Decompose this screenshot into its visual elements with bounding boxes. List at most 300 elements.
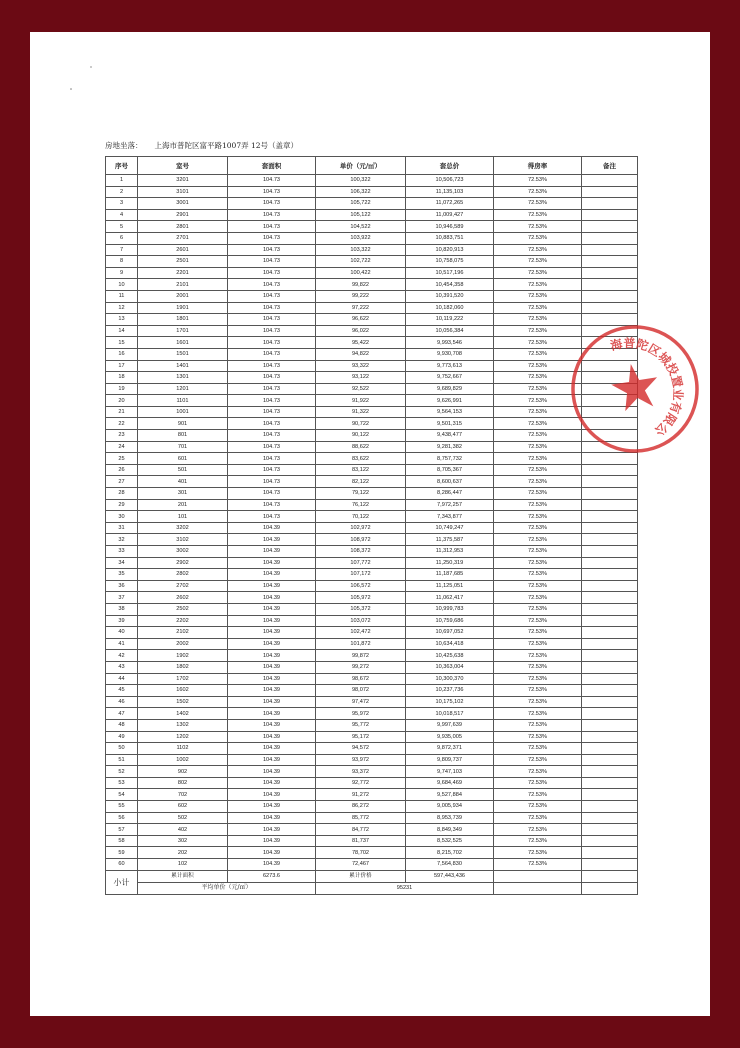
room-number-cell: 301 [138,488,228,500]
table-row [106,650,638,662]
table-row [106,302,638,314]
room-number-cell: 2501 [138,256,228,268]
average-price-value: 95231 [316,882,494,894]
room-number-cell: 102 [138,859,228,871]
total-price-cell: 11,009,427 [406,209,494,221]
total-price-cell: 9,281,382 [406,441,494,453]
room-number-cell: 1601 [138,337,228,349]
room-number-cell: 2601 [138,244,228,256]
efficiency-rate-cell: 72.53% [494,789,582,801]
table-row [106,580,638,592]
efficiency-rate-cell: 72.53% [494,348,582,360]
unit-price-cell: 107,772 [316,557,406,569]
total-price-cell: 10,119,222 [406,314,494,326]
table-row [106,395,638,407]
room-number-cell: 1302 [138,719,228,731]
total-price-cell: 10,697,052 [406,627,494,639]
efficiency-rate-cell: 72.53% [494,476,582,488]
table-row [106,638,638,650]
room-number-cell: 2102 [138,627,228,639]
efficiency-rate-cell: 72.53% [494,708,582,720]
remarks-cell [582,198,638,210]
room-number-cell: 2801 [138,221,228,233]
table-row [106,824,638,836]
unit-area-cell: 104.73 [228,256,316,268]
room-number-cell: 1202 [138,731,228,743]
remarks-cell [582,661,638,673]
unit-area-cell: 104.39 [228,708,316,720]
efficiency-rate-cell: 72.53% [494,615,582,627]
table-row [106,859,638,871]
room-number-cell: 3002 [138,546,228,558]
unit-price-cell: 94,822 [316,348,406,360]
row-index-cell: 55 [106,801,138,813]
table-row [106,406,638,418]
table-row [106,499,638,511]
company-seal-stamp [566,320,704,458]
unit-price-cell: 76,122 [316,499,406,511]
remarks-cell [582,546,638,558]
unit-price-cell: 92,522 [316,383,406,395]
row-index-cell: 38 [106,603,138,615]
total-price-cell: 10,820,913 [406,244,494,256]
table-row [106,719,638,731]
unit-price-cell: 78,702 [316,847,406,859]
unit-price-cell: 82,122 [316,476,406,488]
unit-price-cell: 79,122 [316,488,406,500]
total-price-cell: 10,749,247 [406,522,494,534]
total-price-cell: 10,056,384 [406,325,494,337]
efficiency-rate-cell: 72.53% [494,314,582,326]
total-price-cell: 9,773,613 [406,360,494,372]
remarks-cell [582,557,638,569]
unit-price-cell: 95,772 [316,719,406,731]
table-row [106,175,638,187]
table-row [106,476,638,488]
unit-price-cell: 100,322 [316,175,406,187]
room-number-cell: 2901 [138,209,228,221]
price-list-table [105,156,638,895]
table-row [106,418,638,430]
total-price-cell: 10,999,783 [406,603,494,615]
remarks-cell [582,650,638,662]
row-index-cell: 26 [106,464,138,476]
row-index-cell: 23 [106,430,138,442]
total-price-cell: 9,689,829 [406,383,494,395]
room-number-cell: 3102 [138,534,228,546]
unit-price-cell: 94,572 [316,743,406,755]
unit-price-cell: 108,972 [316,534,406,546]
row-index-cell: 39 [106,615,138,627]
remarks-cell [582,232,638,244]
room-number-cell: 802 [138,777,228,789]
row-index-cell: 58 [106,835,138,847]
remarks-cell [582,673,638,685]
row-index-cell: 31 [106,522,138,534]
unit-price-cell: 98,072 [316,685,406,697]
unit-price-cell: 102,472 [316,627,406,639]
room-number-cell: 2802 [138,569,228,581]
row-index-cell: 14 [106,325,138,337]
row-index-cell: 15 [106,337,138,349]
row-index-cell: 52 [106,766,138,778]
row-index-cell: 21 [106,406,138,418]
row-index-cell: 53 [106,777,138,789]
unit-area-cell: 104.73 [228,395,316,407]
row-index-cell: 34 [106,557,138,569]
remarks-cell [582,290,638,302]
total-price-cell: 10,175,102 [406,696,494,708]
efficiency-rate-cell: 72.53% [494,244,582,256]
efficiency-rate-cell: 72.53% [494,859,582,871]
efficiency-rate-cell: 72.53% [494,302,582,314]
efficiency-rate-cell: 72.53% [494,743,582,755]
remarks-cell [582,812,638,824]
row-index-cell: 8 [106,256,138,268]
total-price-cell: 9,809,737 [406,754,494,766]
total-price-cell: 10,391,520 [406,290,494,302]
unit-area-cell: 104.39 [228,847,316,859]
table-row [106,232,638,244]
total-price-cell: 9,997,639 [406,719,494,731]
total-price-cell: 10,759,686 [406,615,494,627]
efficiency-rate-cell: 72.53% [494,395,582,407]
total-price-cell: 9,752,667 [406,372,494,384]
unit-price-cell: 103,322 [316,244,406,256]
table-row [106,290,638,302]
room-number-cell: 1701 [138,325,228,337]
table-row [106,673,638,685]
row-index-cell: 24 [106,441,138,453]
table-row [106,464,638,476]
room-number-cell: 1101 [138,395,228,407]
total-price-cell: 11,135,103 [406,186,494,198]
unit-area-cell: 104.73 [228,267,316,279]
row-index-cell: 12 [106,302,138,314]
subtotal-row [106,870,638,882]
subtotal-price-label: 累计价格 [316,870,406,882]
remarks-cell [582,464,638,476]
scan-speck [70,88,72,90]
table-row [106,430,638,442]
unit-area-cell: 104.39 [228,569,316,581]
average-price-label: 平均单价（元/㎡） [138,882,316,894]
room-number-cell: 702 [138,789,228,801]
remarks-cell [582,256,638,268]
room-number-cell: 502 [138,812,228,824]
room-number-cell: 2201 [138,267,228,279]
unit-area-cell: 104.39 [228,777,316,789]
total-price-cell: 8,757,732 [406,453,494,465]
unit-price-cell: 93,122 [316,372,406,384]
subtotal-area-label: 累计面积 [138,870,228,882]
table-row [106,661,638,673]
remarks-cell [582,743,638,755]
unit-area-cell: 104.73 [228,372,316,384]
remarks-cell [582,627,638,639]
table-row [106,592,638,604]
room-number-cell: 2702 [138,580,228,592]
efficiency-rate-cell: 72.53% [494,499,582,511]
subtotal-area-value: 6273.6 [228,870,316,882]
total-price-cell: 11,072,265 [406,198,494,210]
remarks-cell [582,847,638,859]
remarks-cell [582,859,638,871]
unit-area-cell: 104.73 [228,175,316,187]
unit-area-cell: 104.39 [228,650,316,662]
room-number-cell: 2602 [138,592,228,604]
efficiency-rate-cell: 72.53% [494,627,582,639]
unit-area-cell: 104.73 [228,232,316,244]
row-index-cell: 35 [106,569,138,581]
total-price-cell: 10,517,196 [406,267,494,279]
row-index-cell: 47 [106,708,138,720]
row-index-cell: 48 [106,719,138,731]
address-label: 房地坐落： [105,141,143,150]
total-price-cell: 10,758,075 [406,256,494,268]
room-number-cell: 2202 [138,615,228,627]
unit-area-cell: 104.73 [228,476,316,488]
remarks-cell [582,777,638,789]
header-efficiency: 得房率 [494,157,582,175]
unit-area-cell: 104.73 [228,302,316,314]
total-price-cell: 9,438,477 [406,430,494,442]
efficiency-rate-cell: 72.53% [494,754,582,766]
total-price-cell: 9,501,315 [406,418,494,430]
room-number-cell: 1002 [138,754,228,766]
unit-area-cell: 104.73 [228,430,316,442]
room-number-cell: 3101 [138,186,228,198]
unit-price-cell: 99,272 [316,661,406,673]
efficiency-rate-cell: 72.53% [494,372,582,384]
efficiency-rate-cell: 72.53% [494,673,582,685]
room-number-cell: 1802 [138,661,228,673]
remarks-cell [582,638,638,650]
unit-area-cell: 104.39 [228,743,316,755]
header-room: 室号 [138,157,228,175]
room-number-cell: 302 [138,835,228,847]
room-number-cell: 402 [138,824,228,836]
remarks-cell [582,615,638,627]
efficiency-rate-cell: 72.53% [494,580,582,592]
remarks-cell [582,708,638,720]
header-remarks: 备注 [582,157,638,175]
efficiency-rate-cell: 72.53% [494,824,582,836]
room-number-cell: 1902 [138,650,228,662]
table-row [106,835,638,847]
unit-price-cell: 105,122 [316,209,406,221]
total-price-cell: 7,343,877 [406,511,494,523]
row-index-cell: 29 [106,499,138,511]
row-index-cell: 49 [106,731,138,743]
unit-price-cell: 98,672 [316,673,406,685]
unit-area-cell: 104.39 [228,801,316,813]
row-index-cell: 1 [106,175,138,187]
row-index-cell: 20 [106,395,138,407]
row-index-cell: 37 [106,592,138,604]
room-number-cell: 1901 [138,302,228,314]
total-price-cell: 11,187,685 [406,569,494,581]
room-number-cell: 201 [138,499,228,511]
row-index-cell: 44 [106,673,138,685]
table-row [106,627,638,639]
total-price-cell: 8,705,367 [406,464,494,476]
unit-price-cell: 103,072 [316,615,406,627]
remarks-cell [582,766,638,778]
table-row [106,441,638,453]
unit-price-cell: 99,222 [316,290,406,302]
table-row [106,546,638,558]
room-number-cell: 2002 [138,638,228,650]
room-number-cell: 801 [138,430,228,442]
unit-area-cell: 104.39 [228,835,316,847]
unit-price-cell: 104,522 [316,221,406,233]
unit-area-cell: 104.39 [228,824,316,836]
efficiency-rate-cell: 72.53% [494,383,582,395]
efficiency-rate-cell: 72.53% [494,198,582,210]
room-number-cell: 202 [138,847,228,859]
efficiency-rate-cell: 72.53% [494,406,582,418]
row-index-cell: 19 [106,383,138,395]
unit-price-cell: 93,322 [316,360,406,372]
remarks-cell [582,569,638,581]
remarks-cell [582,244,638,256]
table-row [106,511,638,523]
unit-area-cell: 104.73 [228,325,316,337]
unit-price-cell: 93,972 [316,754,406,766]
row-index-cell: 57 [106,824,138,836]
efficiency-rate-cell: 72.53% [494,719,582,731]
total-price-cell: 8,849,349 [406,824,494,836]
row-index-cell: 27 [106,476,138,488]
unit-area-cell: 104.39 [228,638,316,650]
unit-area-cell: 104.39 [228,696,316,708]
table-row [106,314,638,326]
efficiency-rate-cell: 72.53% [494,650,582,662]
efficiency-rate-cell: 72.53% [494,256,582,268]
efficiency-rate-cell: 72.53% [494,267,582,279]
unit-price-cell: 72,467 [316,859,406,871]
efficiency-rate-cell: 72.53% [494,546,582,558]
unit-price-cell: 91,272 [316,789,406,801]
unit-area-cell: 104.73 [228,441,316,453]
table-row [106,325,638,337]
remarks-cell [582,175,638,187]
unit-price-cell: 70,122 [316,511,406,523]
efficiency-rate-cell: 72.53% [494,766,582,778]
efficiency-rate-cell: 72.53% [494,418,582,430]
unit-area-cell: 104.73 [228,453,316,465]
table-row [106,244,638,256]
room-number-cell: 1801 [138,314,228,326]
unit-price-cell: 99,872 [316,650,406,662]
room-number-cell: 1502 [138,696,228,708]
unit-price-cell: 83,122 [316,464,406,476]
unit-area-cell: 104.73 [228,290,316,302]
row-index-cell: 56 [106,812,138,824]
unit-area-cell: 104.73 [228,314,316,326]
table-row [106,221,638,233]
row-index-cell: 41 [106,638,138,650]
efficiency-rate-cell: 72.53% [494,279,582,291]
unit-price-cell: 95,172 [316,731,406,743]
unit-price-cell: 105,972 [316,592,406,604]
unit-price-cell: 102,722 [316,256,406,268]
table-row [106,743,638,755]
row-index-cell: 46 [106,696,138,708]
total-price-cell: 8,286,447 [406,488,494,500]
remarks-cell [582,279,638,291]
total-price-cell: 10,506,723 [406,175,494,187]
table-row [106,766,638,778]
unit-price-cell: 101,872 [316,638,406,650]
row-index-cell: 7 [106,244,138,256]
unit-price-cell: 97,222 [316,302,406,314]
unit-price-cell: 81,737 [316,835,406,847]
table-row [106,534,638,546]
unit-area-cell: 104.39 [228,719,316,731]
efficiency-rate-cell: 72.53% [494,488,582,500]
remarks-cell [582,511,638,523]
table-row [106,348,638,360]
unit-price-cell: 93,372 [316,766,406,778]
efficiency-rate-cell: 72.53% [494,209,582,221]
unit-price-cell: 84,772 [316,824,406,836]
room-number-cell: 501 [138,464,228,476]
efficiency-rate-cell: 72.53% [494,464,582,476]
unit-price-cell: 83,622 [316,453,406,465]
row-index-cell: 3 [106,198,138,210]
unit-price-cell: 102,972 [316,522,406,534]
total-price-cell: 9,993,546 [406,337,494,349]
efficiency-rate-cell: 72.53% [494,685,582,697]
room-number-cell: 3001 [138,198,228,210]
table-row [106,754,638,766]
table-header-row [106,157,638,175]
subtotal-price-value: 597,443,436 [406,870,494,882]
total-price-cell: 10,454,358 [406,279,494,291]
unit-area-cell: 104.39 [228,534,316,546]
row-index-cell: 9 [106,267,138,279]
efficiency-rate-cell: 72.53% [494,337,582,349]
table-row [106,453,638,465]
subtotal-empty-cell [582,870,638,882]
table-row [106,696,638,708]
efficiency-rate-cell: 72.53% [494,812,582,824]
unit-price-cell: 99,822 [316,279,406,291]
subtotal-label: 小计 [106,870,138,894]
unit-area-cell: 104.39 [228,615,316,627]
row-index-cell: 10 [106,279,138,291]
unit-area-cell: 104.73 [228,488,316,500]
table-row [106,789,638,801]
room-number-cell: 2902 [138,557,228,569]
table-row [106,731,638,743]
table-row [106,337,638,349]
unit-area-cell: 104.73 [228,337,316,349]
unit-area-cell: 104.39 [228,627,316,639]
row-index-cell: 51 [106,754,138,766]
svg-text:上海普陀区城投置业有限公司: 上海普陀区城投置业有限公司 [608,336,686,439]
row-index-cell: 59 [106,847,138,859]
efficiency-rate-cell: 72.53% [494,801,582,813]
total-price-cell: 10,018,517 [406,708,494,720]
room-number-cell: 1401 [138,360,228,372]
unit-price-cell: 105,372 [316,603,406,615]
room-number-cell: 701 [138,441,228,453]
total-price-cell: 10,300,370 [406,673,494,685]
total-price-cell: 9,747,103 [406,766,494,778]
